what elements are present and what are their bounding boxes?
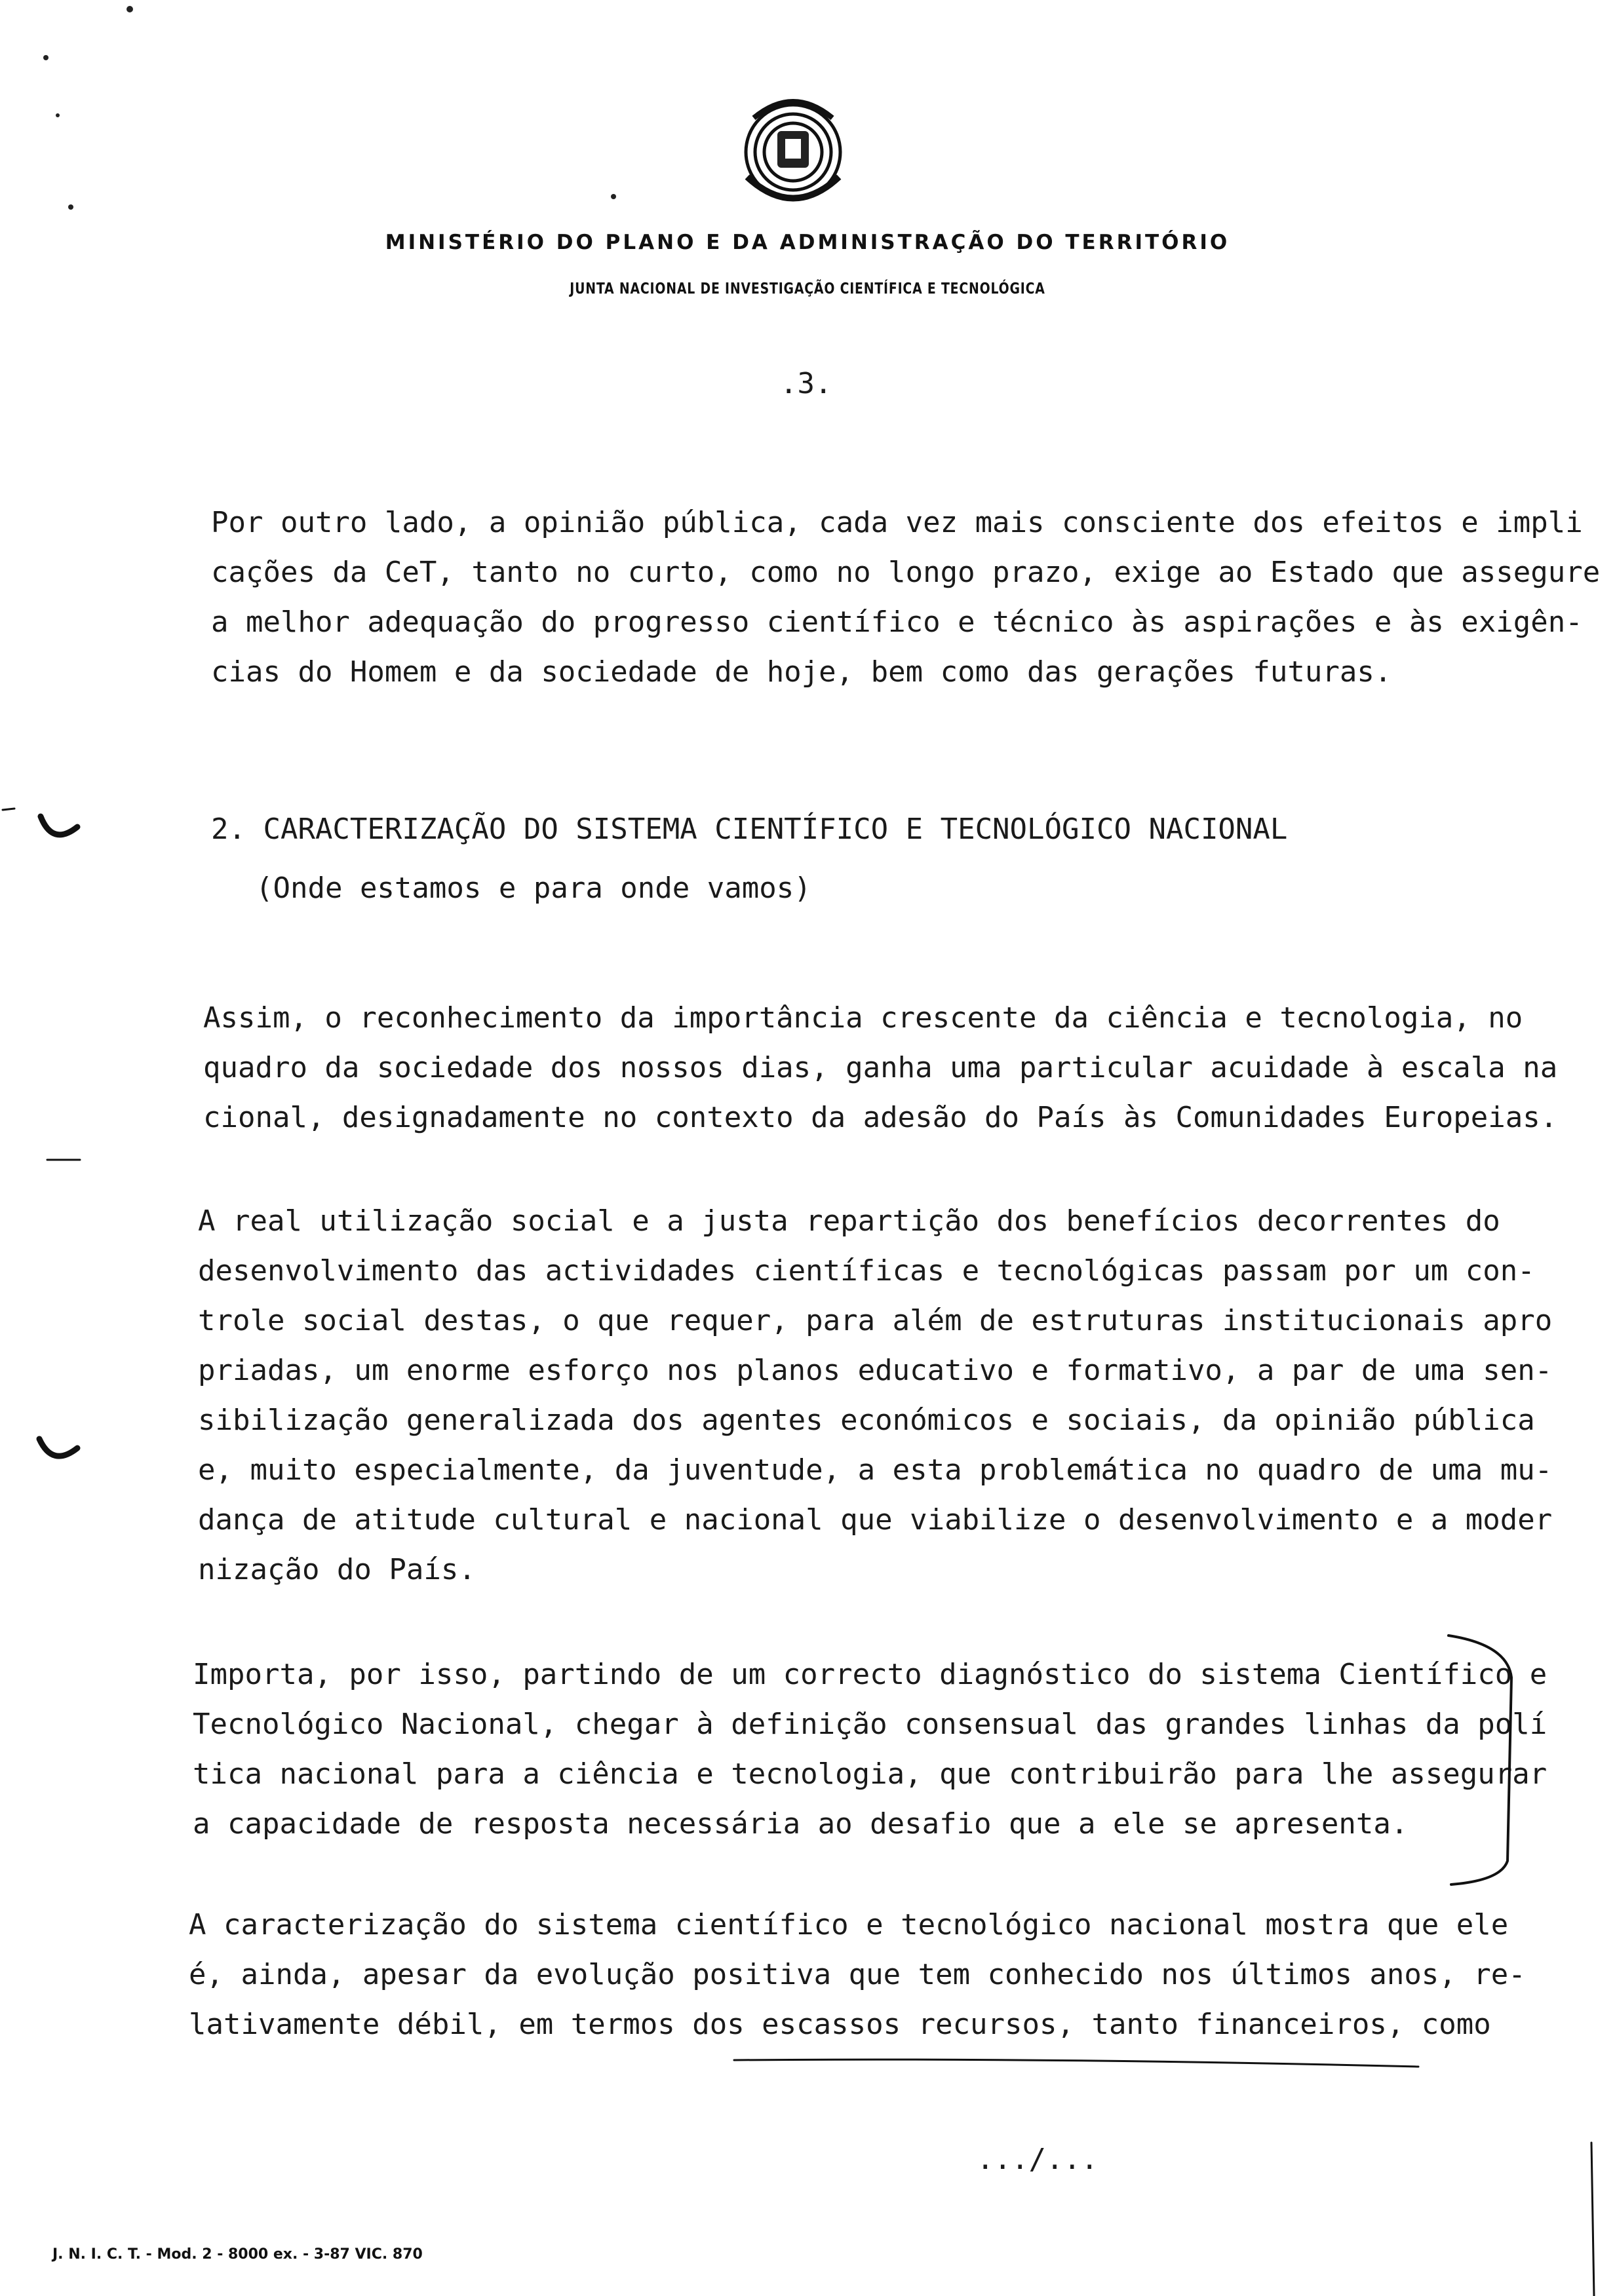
- continuation-mark: .../...: [977, 2143, 1099, 2176]
- speck-mark: [43, 55, 49, 60]
- text-line: a capacidade de resposta necessária ao desafio que a ele se apresenta.: [193, 1807, 1409, 1841]
- form-footer: J. N. I. C. T. - Mod. 2 - 8000 ex. - 3-87 VIC. 870: [52, 2246, 423, 2263]
- handwritten-underline: [734, 2059, 1418, 2067]
- text-line: quadro da sociedade dos nossos dias, ganha uma particular acuidade à escala na: [203, 1051, 1558, 1084]
- text-line: trole social destas, o que requer, para além de estruturas institucionais apro: [198, 1304, 1553, 1337]
- speck-mark: [126, 6, 133, 12]
- paragraph-characterization: [189, 1900, 1526, 2050]
- paragraph-recognition: [203, 993, 1557, 1143]
- ministry-name: MINISTÉRIO DO PLANO E DA ADMINISTRAÇÃO DO TERRITÓRIO: [385, 231, 1230, 254]
- paragraph-social-use: [198, 1196, 1552, 1595]
- text-line: A caracterização do sistema científico e tecnológico nacional mostra que ele: [189, 1908, 1509, 1942]
- text-line: sibilização generalizada dos agentes económicos e sociais, da opinião pública: [198, 1404, 1535, 1437]
- speck-mark: [68, 204, 73, 210]
- section-heading: 2. CARACTERIZAÇÃO DO SISTEMA CIENTÍFICO E TECNOLÓGICO NACIONAL: [211, 813, 1288, 846]
- page-number: .3.: [780, 367, 832, 400]
- text-line: lativamente débil, em termos dos escassos recursos, tanto financeiros, como: [189, 2008, 1491, 2041]
- hole-punch-mark: [41, 816, 77, 835]
- text-line: Por outro lado, a opinião pública, cada vez mais consciente dos efeitos e impli: [211, 506, 1583, 539]
- text-line: é, ainda, apesar da evolução positiva que tem conhecido nos últimos anos, re-: [189, 1958, 1526, 1991]
- text-line: nização do País.: [198, 1553, 476, 1586]
- paragraph-public-opinion: [211, 498, 1600, 697]
- margin-dash: [3, 809, 14, 810]
- speck-mark: [56, 113, 60, 117]
- text-line: priadas, um enorme esforço nos planos educativo e formativo, a par de uma sen-: [198, 1354, 1553, 1387]
- text-line: desenvolvimento das actividades científicas e tecnológicas passam por um con-: [198, 1254, 1535, 1288]
- text-line: Tecnológico Nacional, chegar à definição consensual das grandes linhas da polí: [193, 1708, 1547, 1741]
- paragraph-diagnosis: [193, 1650, 1547, 1849]
- junta-name: JUNTA NACIONAL DE INVESTIGAÇÃO CIENTÍFICA E TECNOLÓGICA: [570, 280, 1045, 297]
- text-line: cações da CeT, tanto no curto, como no longo prazo, exige ao Estado que assegure: [211, 556, 1601, 589]
- text-line: dança de atitude cultural e nacional que viabilize o desenvolvimento e a moder: [198, 1503, 1553, 1537]
- text-line: cias do Homem e da sociedade de hoje, bem como das gerações futuras.: [211, 655, 1392, 689]
- text-line: e, muito especialmente, da juventude, a esta problemática no quadro de uma mu-: [198, 1453, 1553, 1487]
- text-line: cional, designadamente no contexto da adesão do País às Comunidades Europeias.: [203, 1101, 1558, 1134]
- speck-mark: [611, 194, 616, 199]
- text-line: Importa, por isso, partindo de um correcto diagnóstico do sistema Científico e: [193, 1658, 1547, 1691]
- coat-of-arms-seal-icon: [734, 92, 852, 210]
- text-line: a melhor adequação do progresso científico e técnico às aspirações e às exigên-: [211, 605, 1583, 639]
- text-line: Assim, o reconhecimento da importância crescente da ciência e tecnologia, no: [203, 1001, 1523, 1035]
- text-line: tica nacional para a ciência e tecnologia, que contribuirão para lhe assegurar: [193, 1757, 1547, 1791]
- margin-line: [1591, 2143, 1594, 2296]
- section-subheading: (Onde estamos e para onde vamos): [256, 871, 811, 905]
- hole-punch-mark: [39, 1439, 77, 1456]
- text-line: A real utilização social e a justa repartição dos benefícios decorrentes do: [198, 1204, 1500, 1238]
